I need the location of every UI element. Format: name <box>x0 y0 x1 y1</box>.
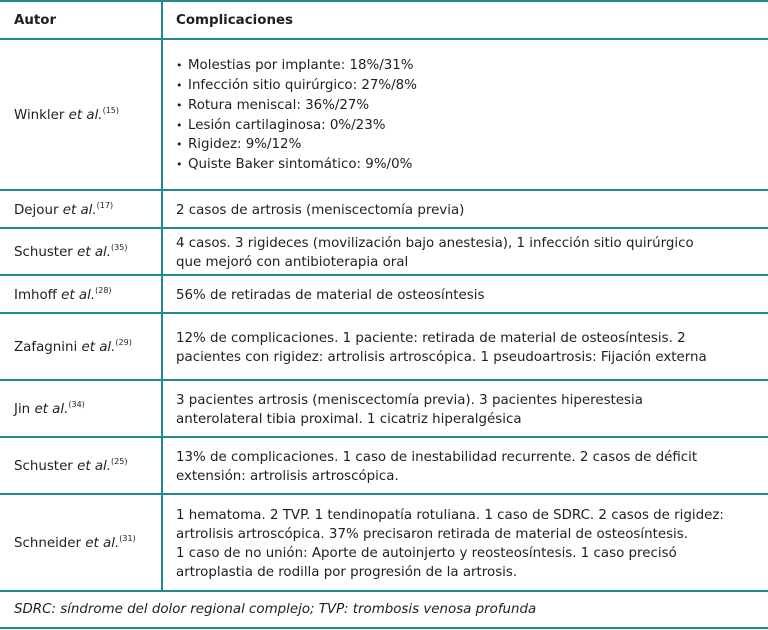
bullet-icon: • <box>176 98 183 112</box>
bullet-icon: • <box>176 138 183 152</box>
complications-cell: 3 pacientes artrosis (meniscectomía previa). 3 pacientes hiperestesia anterolateral tibia proximal. 1 cicatriz hiperalgésica <box>176 392 643 427</box>
bullet-icon: • <box>176 59 183 73</box>
table-row <box>0 274 768 314</box>
list-item: • Quiste Baker sintomático: 9%/0% <box>176 155 768 175</box>
table-row <box>0 38 768 191</box>
list-item: • Molestias por implante: 18%/31% <box>176 56 768 76</box>
complications-cell: 2 casos de artrosis (meniscectomía previa) <box>176 202 465 218</box>
et-al: et al. <box>68 108 103 123</box>
list-item: • Infección sitio quirúrgico: 27%/8% <box>176 76 768 96</box>
table-row <box>0 379 768 438</box>
author-cell: Schneider et al.$^{(31)}$ <box>0 495 163 592</box>
table-row <box>0 493 768 592</box>
table-row <box>0 312 768 381</box>
complications-cell <box>165 40 768 191</box>
author-cell: Imhoff et al.$^{(28)}$ <box>0 276 163 314</box>
bullet-icon: • <box>176 78 183 92</box>
author-cell: Jin et al.$^{(34)}$ <box>0 381 163 438</box>
complications-cell: 12% de complicaciones. 1 paciente: retirada de material de osteosíntesis. 2 pacientes con rigidez: artrolisis artroscópica. 1 pseudoartrosis: Fijación externa <box>176 330 707 365</box>
complications-cell: 4 casos. 3 rigideces (movilización bajo anestesia), 1 infección sitio quirúrgico que mejoró con antibioterapia oral <box>176 235 694 270</box>
complications-cell: 13% de complicaciones. 1 caso de inestabilidad recurrente. 2 casos de déficit extensión: artrolisis artroscópica. <box>176 449 698 484</box>
complications-list <box>176 56 768 175</box>
table-row <box>0 436 768 495</box>
reference: (15) <box>102 106 119 115</box>
author-cell: Schuster et al.$^{(35)}$ <box>0 229 163 276</box>
complications-cell: 1 hematoma. 2 TVP. 1 tendinopatía rotuliana. 1 caso de SDRC. 2 casos de rigidez: artrolisis artroscópica. 37% precisaron retirada de material de osteosíntesis. 1 caso de no unión: Aporte de autoinjerto y reosteosíntesis. 1 caso precisó artroplastia de rodilla por progresión de la artrosis. <box>176 507 724 580</box>
footnote-row <box>0 590 768 629</box>
header-complications: Complicaciones <box>176 13 294 28</box>
list-item: • Rigidez: 9%/12% <box>176 135 768 155</box>
table-header-row <box>0 0 768 39</box>
author-cell: Dejour et al.$^{(17)}$ <box>0 191 163 229</box>
list-item: • Lesión cartilaginosa: 0%/23% <box>176 116 768 136</box>
bullet-icon: • <box>176 118 183 132</box>
footnote: SDRC: síndrome del dolor regional complejo; TVP: trombosis venosa profunda <box>14 602 537 617</box>
complications-cell: 56% de retiradas de material de osteosíntesis <box>176 287 485 303</box>
author-cell: Zafagnini et al.$^{(29)}$ <box>0 314 163 381</box>
author-cell <box>0 40 163 191</box>
table-row <box>0 227 768 276</box>
header-author: Autor <box>0 2 163 39</box>
author-name: Winkler <box>14 108 65 123</box>
list-item: • Rotura meniscal: 36%/27% <box>176 96 768 116</box>
bullet-icon: • <box>176 158 183 172</box>
table-row <box>0 189 768 229</box>
author-cell: Schuster et al.$^{(25)}$ <box>0 438 163 495</box>
